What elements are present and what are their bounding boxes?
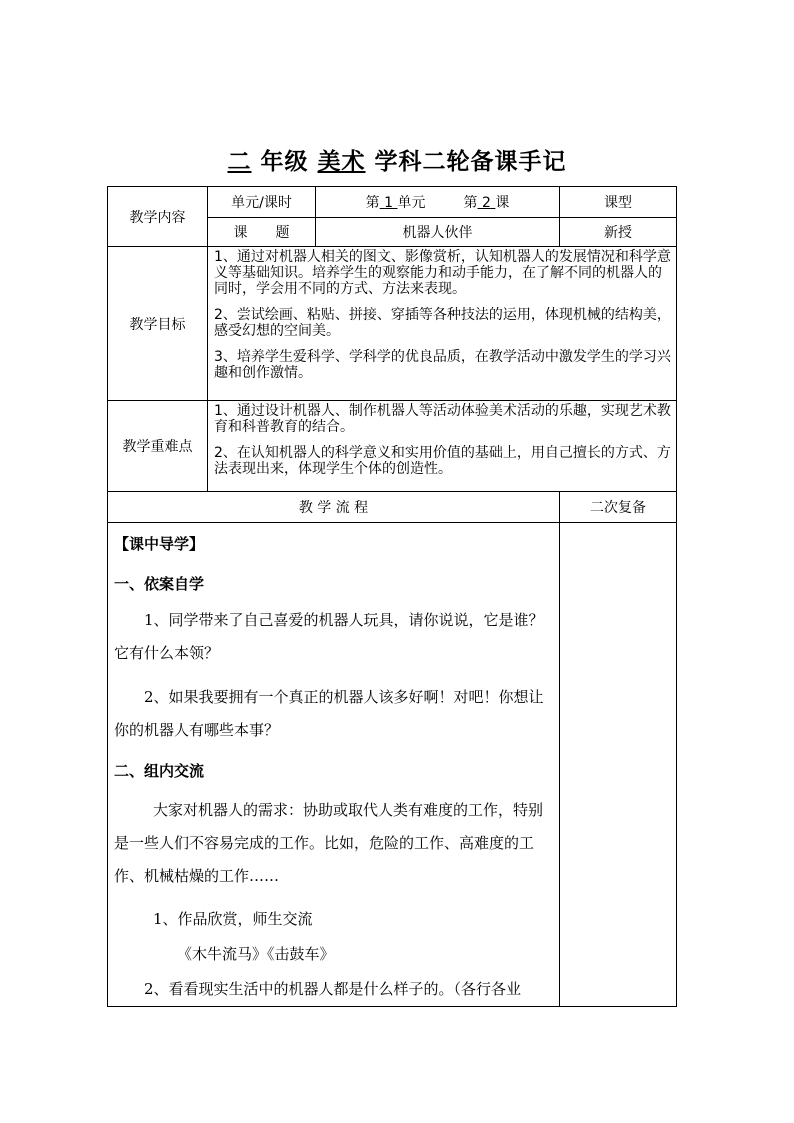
question-2: 2、如果我要拥有一个真正的机器人该多好啊！对吧！你想让你的机器人有哪些本事？ (114, 688, 544, 739)
type-value: 新授 (560, 218, 677, 247)
header-row-unit (108, 187, 677, 218)
objectives-content (208, 247, 677, 401)
key-points-row (108, 401, 677, 492)
topic-value: 机器人伙伴 (316, 218, 560, 247)
lesson-suffix: 课 (495, 195, 510, 211)
title-subject: 美术 (317, 148, 366, 175)
teaching-content-label: 教学内容 (108, 187, 208, 247)
item-1: 1、作品欣赏，师生交流 (153, 910, 313, 928)
works-title: 《木牛流马》《击鼓车》 (177, 945, 335, 963)
section-guide: 【课中导学】 (114, 535, 205, 553)
unit-suffix: 单元 (397, 195, 426, 211)
item-2: 2、看看现实生活中的机器人都是什么样子的。（各行各业 (144, 980, 522, 998)
objective-item: 1、通过对机器人相关的图文、影像赏析，认知机器人的发展情况和科学意义等基础知识。培养学生的观察能力和动手能力，在了解不同的机器人的同时，学会用不同的方式、方法来表现。 (214, 249, 671, 297)
flow-header-row (108, 492, 677, 523)
lesson-number: 2 (481, 195, 491, 211)
question-1: 1、同学带来了自己喜爱的机器人玩具，请你说说，它是谁？它有什么本领？ (114, 611, 544, 662)
flow-content (108, 523, 560, 1007)
objective-item: 2、尝试绘画、粘贴、拼接、穿插等各种技法的运用，体现机械的结构美，感受幻想的空间美。 (214, 307, 671, 339)
title-suffix: 学科二轮备课手记 (374, 148, 567, 175)
key-point-item: 1、通过设计机器人、制作机器人等活动体验美术活动的乐趣，实现艺术教育和科普教育的结合。 (214, 403, 671, 435)
type-label: 课型 (560, 187, 677, 218)
topic-label: 课 题 (208, 218, 316, 247)
revision-content (560, 523, 677, 1007)
lesson-plan-table (107, 186, 677, 1007)
key-points-label: 教学重难点 (108, 401, 208, 492)
title-grade-suffix: 年级 (260, 148, 309, 175)
unit-label: 单元/课时 (208, 187, 316, 218)
page-title (0, 143, 794, 176)
unit-lesson-cell (316, 187, 560, 218)
section-two-heading: 二、组内交流 (114, 762, 205, 780)
title-grade: 二 (227, 148, 252, 175)
objective-item: 3、培养学生爱科学、学科学的优良品质，在教学活动中激发学生的学习兴趣和创作激情。 (214, 349, 671, 381)
revision-header: 二次复备 (560, 492, 677, 523)
key-point-item: 2、在认知机器人的科学意义和实用价值的基础上，用自己擅长的方式、方法表现出来，体现学生个体的创造性。 (214, 445, 671, 477)
objectives-label: 教学目标 (108, 247, 208, 401)
needs-paragraph: 大家对机器人的需求：协助或取代人类有难度的工作，特别是一些人们不容易完成的工作。比如，危险的工作、高难度的工作、机械枯燥的工作…… (114, 801, 544, 885)
flow-body-row (108, 523, 677, 1007)
objectives-row (108, 247, 677, 401)
unit-prefix: 第 (365, 195, 380, 211)
section-one-heading: 一、依案自学 (114, 575, 205, 593)
key-points-content (208, 401, 677, 492)
unit-number: 1 (384, 195, 394, 211)
flow-header: 教 学 流 程 (108, 492, 560, 523)
lesson-prefix: 第 (463, 195, 478, 211)
